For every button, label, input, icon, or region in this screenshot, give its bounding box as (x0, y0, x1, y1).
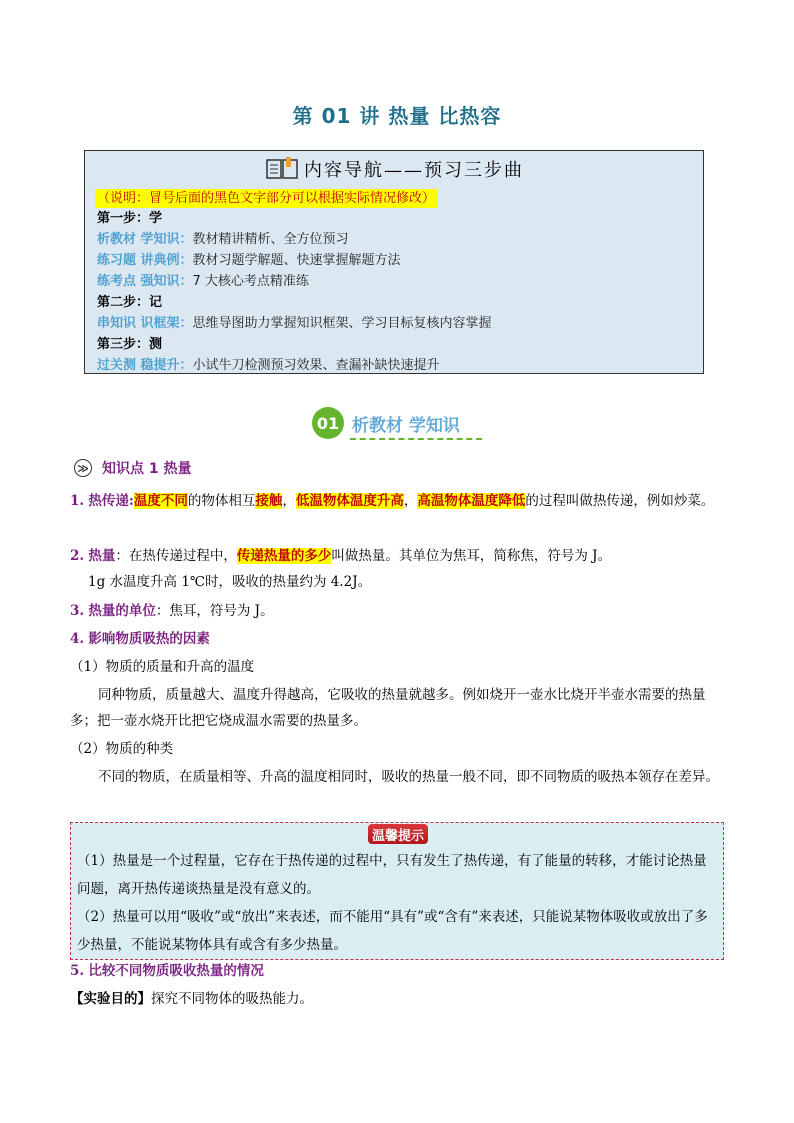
nav-row-label: 练考点 强知识： (97, 274, 193, 289)
nav-row-exercises (97, 250, 703, 271)
section-heading (312, 406, 460, 440)
text: ， (282, 493, 296, 509)
item-heat (70, 543, 724, 569)
text: 的物体相互 (187, 493, 256, 509)
item-number: 1. (70, 493, 85, 509)
nav-row-desc: 7 大核心考点精准练 (192, 274, 309, 289)
text: ， (403, 493, 418, 509)
highlight: 低温物体温度升高 (295, 493, 404, 509)
factor-1-heading: （1）物质的质量和升高的温度 (70, 659, 255, 675)
nav-row-label: 过关测 稳提升： (97, 358, 193, 373)
factor-1-text: 同种物质，质量越大、温度升得越高，它吸收的热量就越多。例如烧开一壶水比烧开半壶水需要的热量多；把一壶水烧开比把它烧成温水需要的热量多。 (70, 687, 706, 729)
content-navigation-box (84, 150, 704, 374)
item-number: 3. (70, 603, 85, 619)
step-two: 第二步：记 (97, 295, 163, 310)
highlight: 传递热量的多少 (236, 548, 332, 564)
nav-row-framework (97, 313, 703, 334)
nav-row-points (97, 271, 703, 292)
highlight: 接触 (255, 493, 283, 509)
tip-box (70, 822, 724, 960)
tip-item: （1）热量是一个过程量，它存在于热传递的过程中，只有发生了热传递，有了能量的转移，才能讨论热量问题，离开热传递谈热量是没有意义的。 (77, 853, 707, 897)
item-factors (70, 626, 724, 652)
nav-header (85, 151, 703, 187)
nav-row-desc: 思维导图助力掌握知识框架、学习目标复核内容掌握 (192, 316, 492, 331)
text: 叫做热量。其单位为焦耳，简称焦，符号为 J。 (331, 548, 612, 564)
item-heat-transfer (70, 488, 724, 514)
text: ：在热传递过程中， (115, 548, 237, 564)
item-heat-example: 1g 水温度升高 1℃时，吸收的热量约为 4.2J。 (88, 574, 372, 590)
nav-row-desc: 教材习题学解题、快速掌握解题方法 (192, 253, 401, 268)
item-term: 热量的单位 (88, 603, 156, 619)
section-underline (350, 438, 482, 440)
section-title: 析教材 学知识 (352, 415, 460, 436)
item-number: 2. (70, 548, 85, 564)
knowledge-point-heading (74, 458, 192, 478)
nav-row-test (97, 355, 703, 376)
nav-header-text: 内容导航——预习三步曲 (304, 160, 524, 181)
experiment-text: 探究不同物体的吸热能力。 (151, 991, 313, 1007)
text: 的过程叫做热传递，例如炒菜。 (525, 493, 715, 509)
item-number: 4. (70, 631, 85, 647)
experiment-purpose (70, 986, 724, 1012)
nav-note: （说明：冒号后面的黑色文字部分可以根据实际情况修改） (97, 191, 436, 206)
nav-row-desc: 教材精讲精析、全方位预习 (192, 232, 349, 247)
highlight: 高温物体温度降低 (417, 493, 526, 509)
text: ：焦耳，符号为 J。 (155, 603, 274, 619)
page-title: 第 01 讲 热量 比热容 (292, 104, 502, 128)
double-chevron-icon: ≫ (74, 459, 92, 477)
highlight: 温度不同 (133, 493, 188, 509)
knowledge-point-title: 知识点 1 热量 (102, 461, 192, 477)
item-heat-unit (70, 598, 724, 624)
nav-row-desc: 小试牛刀检测预习效果、查漏补缺快速提升 (192, 358, 440, 373)
tip-badge: 温馨提示 (368, 824, 428, 844)
item-term: 比较不同物质吸收热量的情况 (88, 963, 264, 979)
step-one: 第一步：学 (97, 211, 163, 226)
factor-2-text: 不同的物质，在质量相等、升高的温度相同时，吸收的热量一般不同，即不同物质的吸热本领存在差异。 (98, 769, 719, 785)
item-term: 影响物质吸热的因素 (88, 631, 210, 647)
book-icon (264, 156, 300, 182)
tip-text (77, 847, 717, 959)
item-term: 热传递: (88, 493, 134, 509)
nav-row-textbook (97, 229, 703, 250)
step-three: 第三步：测 (97, 337, 163, 352)
section-number-badge: 01 (312, 407, 344, 439)
tip-item: （2）热量可以用“吸收”或“放出”来表述，而不能用“具有”或“含有”来表述，只能说某物体吸收或放出了多少热量，不能说某物体具有或含有多少热量。 (77, 909, 708, 953)
item-number: 5. (70, 963, 85, 979)
experiment-label: 【实验目的】 (70, 991, 151, 1007)
item-compare (70, 958, 724, 984)
factor-2-heading: （2）物质的种类 (70, 741, 174, 757)
nav-row-label: 串知识 识框架： (97, 316, 193, 331)
nav-row-label: 练习题 讲典例： (97, 253, 193, 268)
nav-row-label: 析教材 学知识： (97, 232, 193, 247)
item-term: 热量 (88, 548, 116, 564)
